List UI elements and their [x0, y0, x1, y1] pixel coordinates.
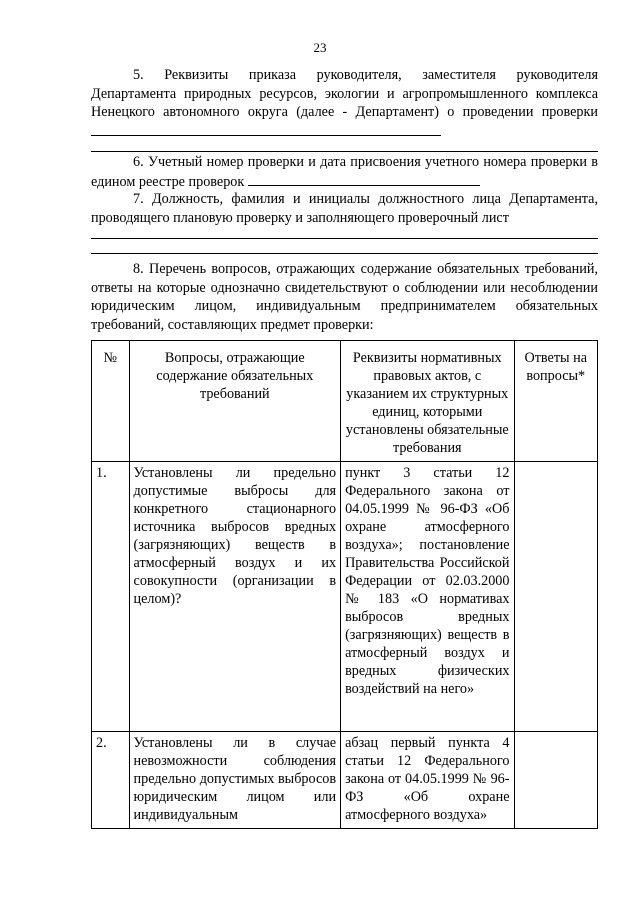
- item-5-label: 5. Реквизиты приказа руководителя, заместителя руководителя Департамента природных ресурсов, экологии и агропромышленного комплекса Ненецкого автономного округа (далее - Департамент) о проведении проверки: [91, 67, 598, 120]
- row-1-num: 1.: [92, 462, 130, 732]
- table-row: [92, 462, 598, 732]
- header-answers: Ответы на вопросы*: [514, 341, 598, 462]
- header-acts: Реквизиты нормативных правовых актов, с указанием их структурных единиц, которыми установлены обязательные требования: [341, 341, 514, 462]
- item-5-underline[interactable]: [91, 151, 598, 152]
- row-2-question: Установлены ли в случае невозможности соблюдения предельно допустимых выбросов юридическим лицом или индивидуальным: [129, 732, 341, 829]
- row-2-num: 2.: [92, 732, 130, 829]
- table-row: [92, 732, 598, 829]
- row-1-question: Установлены ли предельно допустимые выбросы для конкретного стационарного источника выбросов вредных (загрязняющих) веществ в атмосферный воздух и их совокупности (организации в целом)?: [129, 462, 341, 732]
- row-1-answer[interactable]: [514, 462, 598, 732]
- item-8-label: 8. Перечень вопросов, отражающих содержание обязательных требований, ответы на которые однозначно свидетельствуют о соблюдении или несоблюдении юридическим лицом, индивидуальным предпринимателем обязательных требований, составляющих предмет проверки:: [91, 261, 598, 333]
- header-num: №: [92, 341, 130, 462]
- item-7-underline-2[interactable]: [91, 253, 598, 254]
- header-question: Вопросы, отражающие содержание обязательных требований: [129, 341, 341, 462]
- item-7-text: [91, 190, 598, 227]
- page-number: 23: [313, 40, 327, 55]
- item-8-text: [91, 260, 598, 334]
- item-5-fill-line[interactable]: [91, 122, 441, 136]
- row-2-answer[interactable]: [514, 732, 598, 829]
- item-5-text: [91, 66, 598, 141]
- row-2-acts: абзац первый пункта 4 статьи 12 Федерального закона от 04.05.1999 № 96-ФЗ «Об охране атмосферного воздуха»: [341, 732, 514, 829]
- questions-table: [91, 340, 598, 829]
- item-7-label: 7. Должность, фамилия и инициалы должностного лица Департамента, проводящего плановую проверку и заполняющего проверочный лист: [91, 191, 598, 226]
- row-1-acts: пункт 3 статьи 12 Федерального закона от 04.05.1999 № 96-ФЗ «Об охране атмосферного воздуха»; постановление Правительства Российской Федерации от 02.03.2000 № 183 «О нормативах выбросов вредных (загрязняющих) веществ в атмосферный воздух и вредных физических воздействий на него»: [341, 462, 514, 732]
- item-7-underline-1[interactable]: [91, 238, 598, 239]
- item-6-text: [91, 153, 598, 191]
- item-6-fill-line[interactable]: [248, 172, 480, 186]
- item-6-label: 6. Учетный номер проверки и дата присвоения учетного номера проверки в едином реестре проверок: [91, 154, 598, 190]
- table-header-row: [92, 341, 598, 462]
